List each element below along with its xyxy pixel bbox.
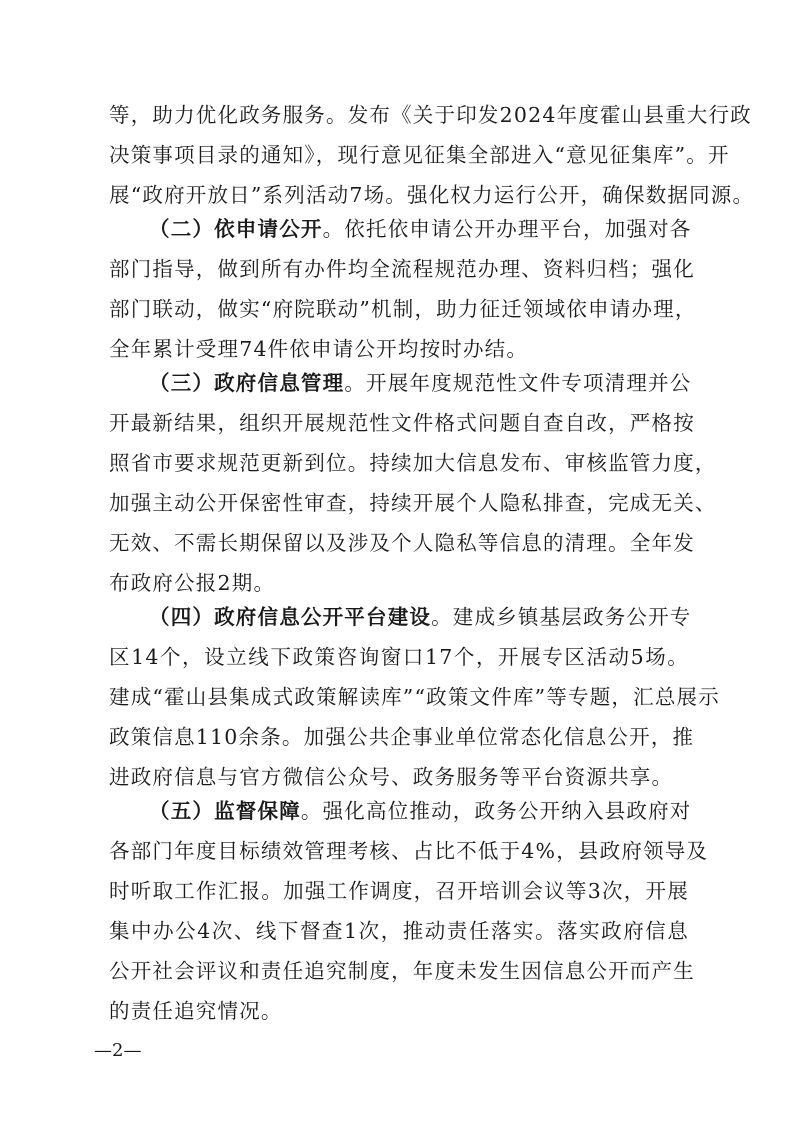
body-line: 区14个，设立线下政策咨询窗口17个，开展专区活动5场。	[109, 645, 689, 669]
section-line: （四）政府信息公开平台建设。建成乡镇基层政务公开专	[149, 605, 692, 629]
body-line: 开最新结果，组织开展规范性文件格式问题自查自改，严格按	[109, 411, 695, 435]
section-line: （五）监督保障。强化高位推动，政务公开纳入县政府对	[149, 799, 692, 823]
section-heading: （四）政府信息公开平台建设	[149, 605, 432, 629]
body-line: 公开社会评议和责任追究制度，年度未发生因信息公开而产生	[109, 959, 695, 983]
body-line: 部门指导，做到所有办件均全流程规范办理、资料归档；强化	[109, 257, 695, 281]
section-line: （二）依申请公开。依托依申请公开办理平台，加强对各	[149, 217, 692, 241]
body-line: 各部门年度目标绩效管理考核、占比不低于4%，县政府领导及	[109, 839, 709, 863]
body-line: 决策事项目录的通知》，现行意见征集全部进入“意见征集库”。开	[109, 143, 730, 167]
body-line: 全年累计受理74件依申请公开均按时办结。	[109, 337, 529, 361]
section-heading: （三）政府信息管理	[149, 371, 345, 395]
page-number: —2—	[94, 1040, 142, 1061]
body-line: 展“政府开放日”系列活动7场。强化权力运行公开，确保数据同源。	[109, 183, 755, 207]
body-line: 的责任追究情况。	[109, 999, 283, 1023]
body-line: 政策信息110余条。加强公共企事业单位常态化信息公开，推	[109, 725, 695, 749]
section-heading: （五）监督保障	[149, 799, 301, 823]
body-line: 照省市要求规范更新到位。持续加大信息发布、审核监管力度，	[109, 451, 717, 475]
body-line: 建成“霍山县集成式政策解读库”“政策文件库”等专题，汇总展示	[109, 685, 720, 709]
body-line: 进政府信息与官方微信公众号、政务服务等平台资源共享。	[109, 765, 674, 789]
section-line: （三）政府信息管理。开展年度规范性文件专项清理并公	[149, 371, 692, 395]
body-line: 时听取工作汇报。加强工作调度，召开培训会议等3次，开展	[109, 879, 689, 903]
body-line: 加强主动公开保密性审查，持续开展个人隐私排查，完成无关、	[109, 491, 717, 515]
body-line: 部门联动，做实“府院联动”机制，助力征迁领域依申请办理，	[109, 297, 697, 321]
body-line: 布政府公报2期。	[109, 571, 276, 595]
body-line: 集中办公4次、线下督查1次，推动责任落实。落实政府信息	[109, 919, 689, 943]
body-line: 等，助力优化政务服务。发布《关于印发2024年度霍山县重大行政	[109, 103, 752, 127]
body-line: 无效、不需长期保留以及涉及个人隐私等信息的清理。全年发	[109, 531, 695, 555]
section-heading: （二）依申请公开	[149, 217, 323, 241]
